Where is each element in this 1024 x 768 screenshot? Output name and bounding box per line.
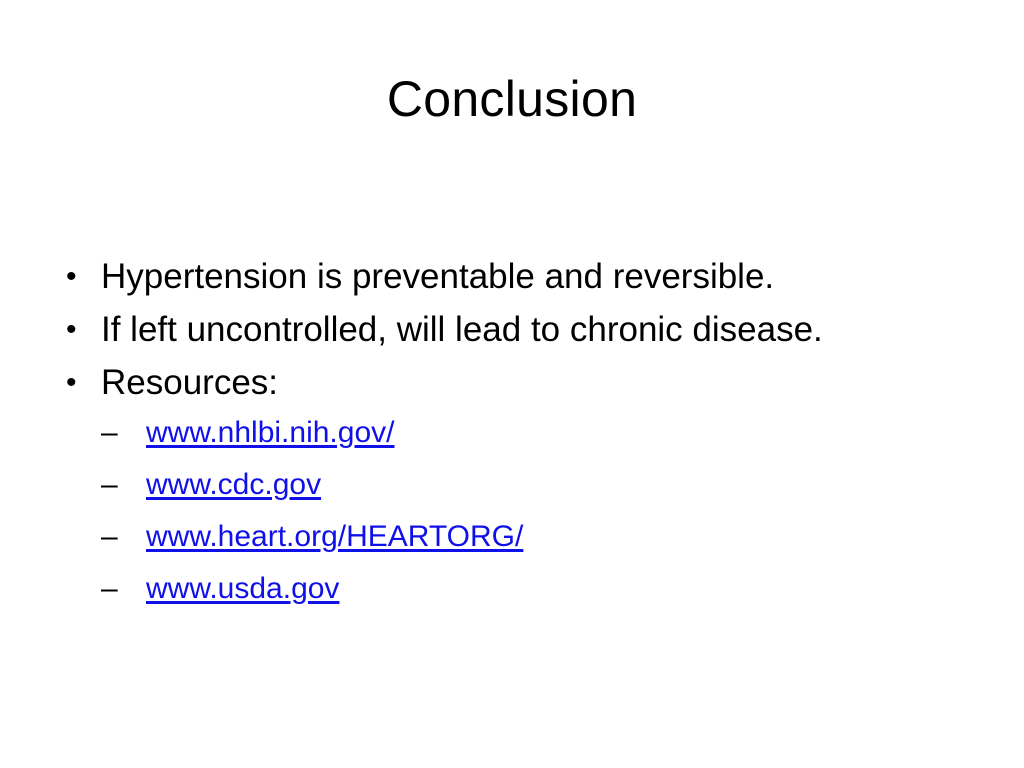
link-nhlbi[interactable]: www.nhlbi.nih.gov/ (146, 416, 395, 449)
bullet-text: If left uncontrolled, will lead to chronic disease. (101, 310, 823, 349)
bullet-list (60, 254, 960, 621)
resource-item-heart (101, 517, 960, 557)
bullet-dot-icon: • (66, 366, 77, 399)
dash-icon: – (101, 572, 118, 605)
link-heart[interactable]: www.heart.org/HEARTORG/ (146, 520, 524, 553)
slide-title: Conclusion (386, 71, 638, 127)
resource-item-nhlbi (101, 413, 960, 453)
link-cdc[interactable]: www.cdc.gov (146, 468, 322, 501)
bullet-item-uncontrolled (60, 307, 960, 352)
bullet-dot-icon: • (66, 260, 77, 293)
dash-icon: – (101, 416, 118, 449)
dash-icon: – (101, 520, 118, 553)
bullet-text: Hypertension is preventable and reversible. (101, 257, 775, 296)
link-usda[interactable]: www.usda.gov (146, 572, 340, 605)
bullet-item-resources (60, 360, 960, 609)
resource-item-usda (101, 569, 960, 609)
bullet-item-hypertension (60, 254, 960, 299)
bullet-text: Resources: (101, 363, 279, 402)
resource-list (101, 413, 960, 609)
resource-item-cdc (101, 465, 960, 505)
bullet-dot-icon: • (66, 313, 77, 346)
dash-icon: – (101, 468, 118, 501)
